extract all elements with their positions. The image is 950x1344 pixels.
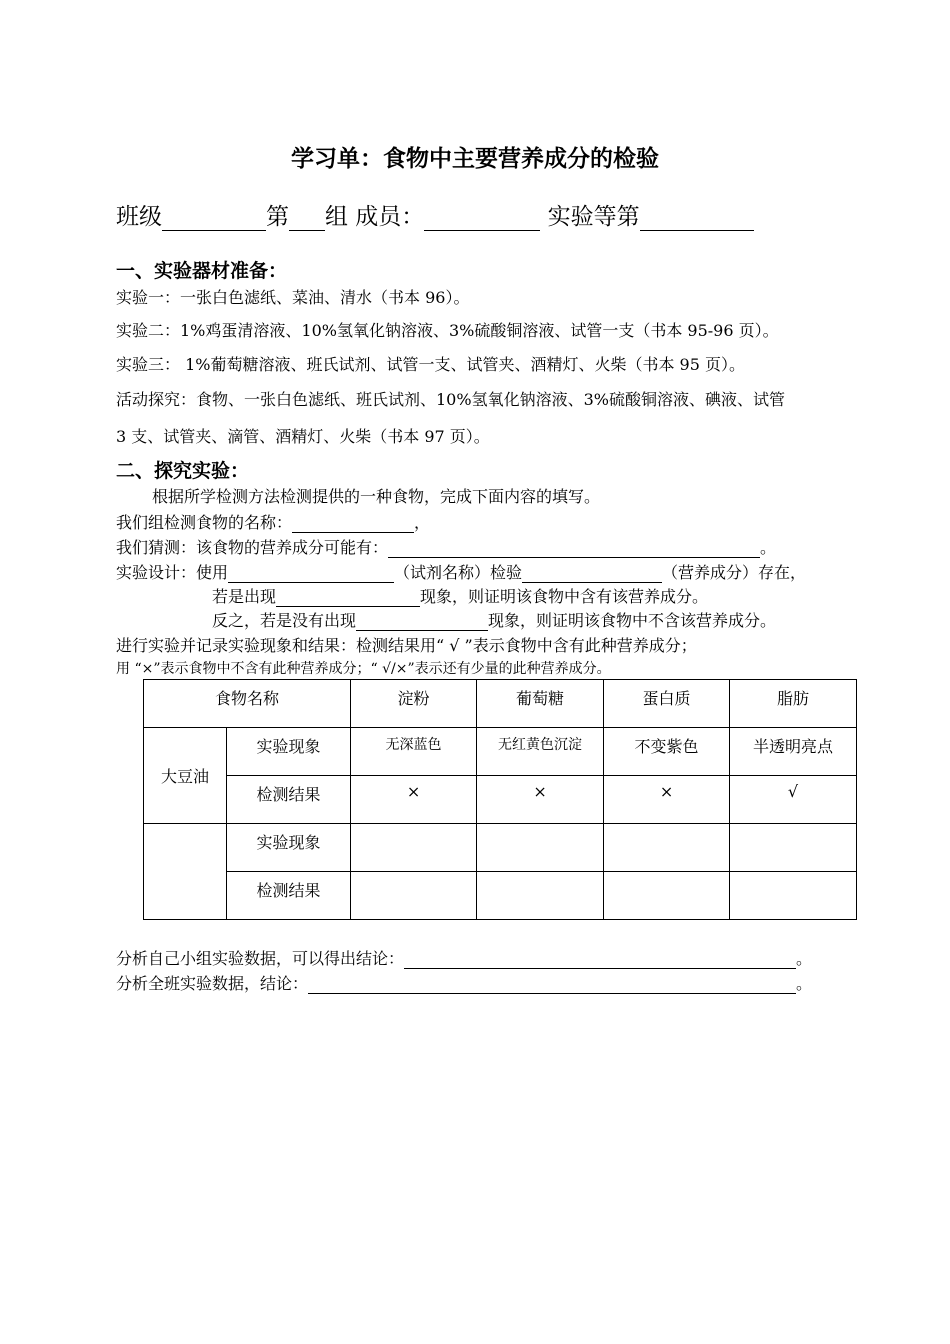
food-1-fat-phenomenon: 半透明亮点 <box>730 728 857 776</box>
header-fat: 脂肪 <box>730 680 857 728</box>
design-mid-1: （试剂名称）检验 <box>394 563 523 582</box>
experiment-3-materials: 实验三： 1%葡萄糖溶液、班氏试剂、试管一支、试管夹、酒精灯、火柴（书本 95 页）。 <box>116 355 746 374</box>
food-2-protein-result[interactable] <box>604 872 730 920</box>
food-1-glucose-phenomenon: 无红黄色沉淀 <box>477 728 604 776</box>
guess-end: 。 <box>760 538 777 557</box>
food-1-fat-result: √ <box>730 776 857 824</box>
else-end: 现象，则证明该食物中不含该营养成分。 <box>488 611 777 630</box>
food-1-protein-phenomenon: 不变紫色 <box>604 728 730 776</box>
group-conclusion-line <box>116 946 812 969</box>
guess-field[interactable] <box>388 540 760 558</box>
else-phenomenon-field[interactable] <box>356 613 488 631</box>
class-field[interactable] <box>162 206 266 231</box>
class-conclusion-label: 分析全班实验数据，结论： <box>116 974 309 993</box>
reagent-field[interactable] <box>228 565 394 583</box>
guess-label: 我们猜测：该食物的营养成分可能有： <box>116 538 389 557</box>
activity-materials-line1: 活动探究：食物、一张白色滤纸、班氏试剂、10%氢氧化钠溶液、3%硫酸铜溶液、碘液、试管 <box>116 390 785 409</box>
food-2-fat-phenomenon[interactable] <box>730 824 857 872</box>
experiment-2-materials: 实验二：1%鸡蛋清溶液、10%氢氧化钠溶液、3%硫酸铜溶液、试管一支（书本 95-96 页）。 <box>116 321 779 340</box>
table-row <box>144 824 857 872</box>
section-2-intro: 根据所学检测方法检测提供的一种食物，完成下面内容的填写。 <box>152 487 601 506</box>
members-label: 组 成员： <box>325 204 425 230</box>
food-2-starch-result[interactable] <box>351 872 477 920</box>
if-phenomenon-field[interactable] <box>276 589 420 607</box>
guess-line <box>116 535 776 558</box>
header-glucose: 葡萄糖 <box>477 680 604 728</box>
food-1-glucose-result: × <box>477 776 604 824</box>
table-row <box>144 728 857 776</box>
header-starch: 淀粉 <box>351 680 477 728</box>
food-2-name-cell[interactable] <box>144 824 227 920</box>
food-name-line <box>116 510 430 533</box>
group-number-field[interactable] <box>289 206 325 231</box>
experiment-1-materials: 实验一：一张白色滤纸、菜油、清水（书本 96）。 <box>116 288 470 307</box>
header-protein: 蛋白质 <box>604 680 730 728</box>
group-prefix: 第 <box>266 204 289 230</box>
food-1-starch-result: × <box>351 776 477 824</box>
record-instruction: 进行实验并记录实验现象和结果：检测结果用“ √ ”表示食物中含有此种营养成分； <box>116 636 697 655</box>
food-name-field[interactable] <box>292 515 414 533</box>
design-line <box>116 560 806 583</box>
legend-instruction: 用 “×”表示食物中不含有此种营养成分；“ √/×”表示还有少量的此种营养成分。 <box>116 661 611 677</box>
class-conclusion-end: 。 <box>796 974 813 993</box>
food-2-fat-result[interactable] <box>730 872 857 920</box>
if-label: 若是出现 <box>212 587 277 606</box>
food-2-protein-phenomenon[interactable] <box>604 824 730 872</box>
nutrient-field[interactable] <box>522 565 662 583</box>
table-header-row <box>144 680 857 728</box>
food-2-starch-phenomenon[interactable] <box>351 824 477 872</box>
else-label: 反之，若是没有出现 <box>212 611 357 630</box>
food-name-label: 我们组检测食物的名称： <box>116 513 293 532</box>
food-2-glucose-result[interactable] <box>477 872 604 920</box>
food-1-starch-phenomenon: 无深蓝色 <box>351 728 477 776</box>
row-label-result: 检测结果 <box>227 776 351 824</box>
info-line <box>116 198 754 231</box>
section-2-heading: 二、探究实验： <box>116 460 250 482</box>
table-row <box>144 872 857 920</box>
page-title: 学习单：食物中主要营养成分的检验 <box>291 145 659 172</box>
results-table <box>143 679 857 920</box>
class-conclusion-field[interactable] <box>308 976 796 994</box>
section-1-heading: 一、实验器材准备： <box>116 260 288 282</box>
group-conclusion-field[interactable] <box>404 951 796 969</box>
group-conclusion-end: 。 <box>796 949 813 968</box>
class-label: 班级 <box>116 204 162 230</box>
activity-materials-line2: 3 支、试管夹、滴管、酒精灯、火柴（书本 97 页）。 <box>116 427 490 446</box>
group-conclusion-label: 分析自己小组实验数据，可以得出结论： <box>116 949 405 968</box>
food-1-protein-result: × <box>604 776 730 824</box>
row-label-result: 检测结果 <box>227 872 351 920</box>
else-line <box>212 608 776 631</box>
table-row <box>144 776 857 824</box>
row-label-phenomenon: 实验现象 <box>227 728 351 776</box>
rank-label: 实验等第 <box>547 204 640 230</box>
class-conclusion-line <box>116 971 812 994</box>
food-1-name: 大豆油 <box>144 728 227 824</box>
members-field[interactable] <box>424 206 540 231</box>
header-food-name: 食物名称 <box>144 680 351 728</box>
if-end: 现象，则证明该食物中含有该营养成分。 <box>420 587 709 606</box>
food-2-glucose-phenomenon[interactable] <box>477 824 604 872</box>
design-mid-2: （营养成分）存在， <box>662 563 807 582</box>
food-name-end: ， <box>414 513 431 532</box>
rank-field[interactable] <box>640 206 754 231</box>
row-label-phenomenon: 实验现象 <box>227 824 351 872</box>
if-line <box>212 584 708 607</box>
design-label: 实验设计：使用 <box>116 563 229 582</box>
